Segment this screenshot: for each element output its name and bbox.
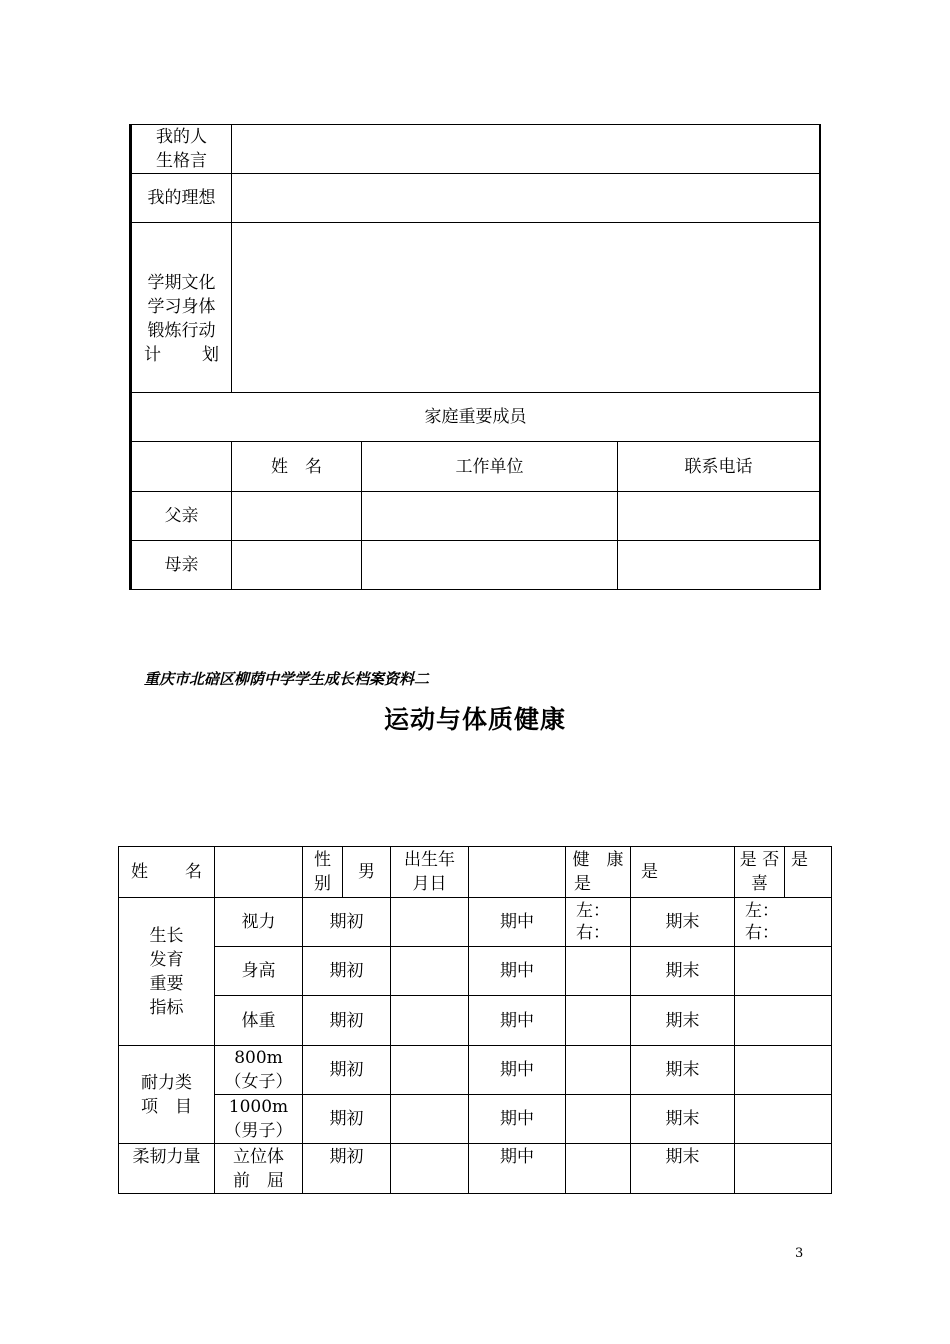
growth-label: 生长 发育 重要 指标 xyxy=(119,898,215,1046)
father-phone-field[interactable] xyxy=(618,492,820,541)
section-subtitle: 重庆市北碚区柳荫中学学生成长档案资料二 xyxy=(144,670,430,688)
bend-end-label: 期末 xyxy=(631,1144,735,1194)
mother-label: 母亲 xyxy=(132,541,232,590)
gender-label: 性 别 xyxy=(303,847,343,898)
profile-table xyxy=(131,124,820,590)
name-field[interactable] xyxy=(215,847,303,898)
run-800-mid-label: 期中 xyxy=(469,1046,566,1095)
run-1000-end-field[interactable] xyxy=(735,1095,832,1144)
likes-sport-value[interactable]: 是 xyxy=(791,850,808,870)
mother-work-field[interactable] xyxy=(362,541,618,590)
vision-start-label: 期初 xyxy=(303,898,391,947)
run-1000-start-field[interactable] xyxy=(391,1095,469,1144)
bend-start-field[interactable] xyxy=(391,1144,469,1194)
weight-end-field[interactable] xyxy=(735,996,832,1046)
run-1000-end-label: 期末 xyxy=(631,1095,735,1144)
mother-phone-field[interactable] xyxy=(618,541,820,590)
gender-value[interactable]: 男 xyxy=(343,847,391,898)
vision-mid-label: 期中 xyxy=(469,898,566,947)
vision-start-field[interactable] xyxy=(391,898,469,947)
col-name-header: 姓 名 xyxy=(232,442,362,492)
healthy-value[interactable]: 是 xyxy=(631,847,735,898)
father-work-field[interactable] xyxy=(362,492,618,541)
vision-end-label: 期末 xyxy=(631,898,735,947)
father-name-field[interactable] xyxy=(232,492,362,541)
flex-label: 柔韧力量 xyxy=(119,1144,215,1194)
bend-start-label: 期初 xyxy=(303,1144,391,1194)
birth-label: 出生年 月日 xyxy=(391,847,469,898)
vision-label: 视力 xyxy=(215,898,303,947)
family-blank-cell xyxy=(132,442,232,492)
mother-name-field[interactable] xyxy=(232,541,362,590)
motto-field[interactable] xyxy=(232,125,820,174)
bend-end-field[interactable] xyxy=(735,1144,832,1194)
bend-mid-field[interactable] xyxy=(566,1144,631,1194)
height-start-field[interactable] xyxy=(391,947,469,996)
endurance-label: 耐力类 项 目 xyxy=(119,1046,215,1144)
health-table xyxy=(118,846,832,1194)
run-800-mid-field[interactable] xyxy=(566,1046,631,1095)
likes-sport-label: 是 否 喜 xyxy=(735,847,785,897)
run-1000-mid-label: 期中 xyxy=(469,1095,566,1144)
ideal-label: 我的理想 xyxy=(132,174,232,223)
height-mid-label: 期中 xyxy=(469,947,566,996)
weight-mid-label: 期中 xyxy=(469,996,566,1046)
forward-bend-label: 立位体 前 屈 xyxy=(215,1144,303,1194)
weight-start-field[interactable] xyxy=(391,996,469,1046)
page-number: 3 xyxy=(795,1246,804,1261)
weight-start-label: 期初 xyxy=(303,996,391,1046)
height-label: 身高 xyxy=(215,947,303,996)
family-header: 家庭重要成员 xyxy=(132,393,820,442)
bend-mid-label: 期中 xyxy=(469,1144,566,1194)
motto-label: 我的人 生格言 xyxy=(132,125,232,174)
father-label: 父亲 xyxy=(132,492,232,541)
ideal-field[interactable] xyxy=(232,174,820,223)
run-1000-mid-field[interactable] xyxy=(566,1095,631,1144)
col-phone-header: 联系电话 xyxy=(618,442,820,492)
height-start-label: 期初 xyxy=(303,947,391,996)
name-label: 姓 名 xyxy=(119,847,215,898)
run-800-start-label: 期初 xyxy=(303,1046,391,1095)
run-1000-label: 1000m （男子） xyxy=(215,1095,303,1144)
birth-field[interactable] xyxy=(469,847,566,898)
height-end-field[interactable] xyxy=(735,947,832,996)
weight-mid-field[interactable] xyxy=(566,996,631,1046)
plan-field[interactable] xyxy=(232,223,820,393)
height-end-label: 期末 xyxy=(631,947,735,996)
run-800-end-label: 期末 xyxy=(631,1046,735,1095)
run-1000-start-label: 期初 xyxy=(303,1095,391,1144)
section-title: 运动与体质健康 xyxy=(383,705,566,734)
run-800-label: 800m （女子） xyxy=(215,1046,303,1095)
likes-sport-cell xyxy=(735,847,832,898)
plan-label: 学期文化 学习身体 锻炼行动 计 划 xyxy=(132,223,232,393)
healthy-label: 健 康 是 xyxy=(566,847,631,898)
run-800-start-field[interactable] xyxy=(391,1046,469,1095)
weight-label: 体重 xyxy=(215,996,303,1046)
weight-end-label: 期末 xyxy=(631,996,735,1046)
run-800-end-field[interactable] xyxy=(735,1046,832,1095)
height-mid-field[interactable] xyxy=(566,947,631,996)
vision-mid-field[interactable]: 左： 右： xyxy=(566,898,631,947)
vision-end-field[interactable]: 左： 右： xyxy=(735,898,832,947)
col-work-header: 工作单位 xyxy=(362,442,618,492)
